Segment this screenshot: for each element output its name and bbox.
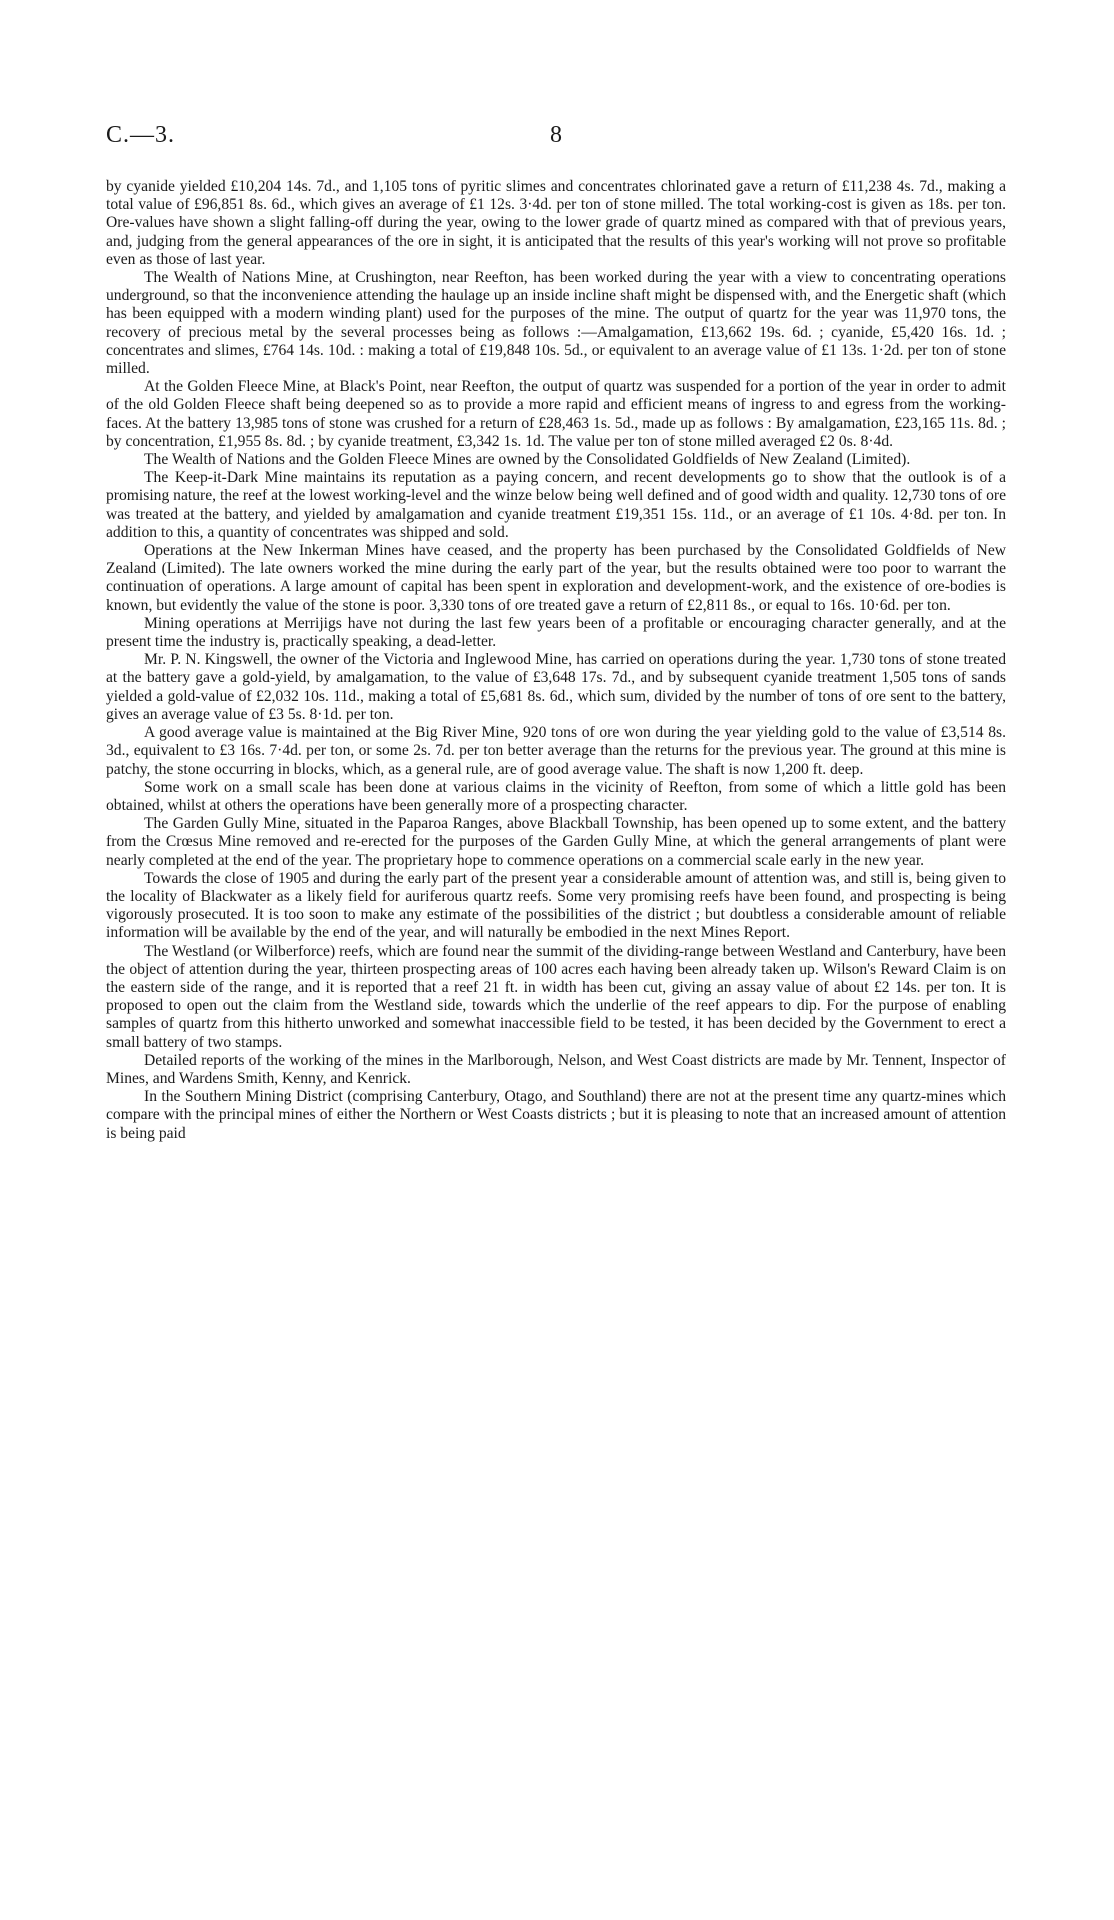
paragraph-ownership: The Wealth of Nations and the Golden Fleece Mines are owned by the Consolidated Goldfields of New Zealand (Limited). — [144, 451, 911, 469]
paragraph-golden-fleece: At the Golden Fleece Mine, at Black's Point, near Reefton, the output of quartz was suspended for a portion of the year in order to admit of the old Golden Fleece shaft being deepened so as to provide a more rapid and efficient means of ingress to and egress from the working-faces. At the battery 13,985 tons of stone was crushed for a return of £28,463 1s. 5d., made up as follows : By amalgamation, £23,165 11s. 8d. ; by concentration, £1,955 8s. 8d. ; by cyanide treatment, £3,342 1s. 1d. The value per ton of stone milled averaged £2 0s. 8·4d. — [106, 378, 1006, 450]
paragraph-new-inkerman: Operations at the New Inkerman Mines have ceased, and the property has been purchased by the Consolidated Goldfields of New Zealand (Limited). The late owners worked the mine during the early part of the year, but the results obtained were too poor to warrant the continuation of operations. A large amount of capital has been spent in exploration and development-work, and the existence of ore-bodies is known, but evidently the value of the stone is poor. 3,330 tons of ore treated gave a return of £2,811 8s., or equal to 16s. 10·6d. per ton. — [106, 542, 1006, 614]
paragraph-big-river: A good average value is maintained at the Big River Mine, 920 tons of ore won during the year yielding gold to the value of £3,514 8s. 3d., equivalent to £3 16s. 7·4d. per ton, or some 2s. 7d. per ton better average than the returns for the previous year. The ground at this mine is patchy, the stone occurring in blocks, which, as a general rule, are of good average value. The shaft is now 1,200 ft. deep. — [106, 724, 1006, 778]
body-text — [106, 178, 1006, 1143]
paragraph-merrijigs: Mining operations at Merrijigs have not during the last few years been of a profitable or encouraging character generally, and at the present time the industry is, practically speaking, a dead-letter. — [106, 614, 1006, 651]
paragraph-reefton-claims: Some work on a small scale has been done at various claims in the vicinity of Reefton, from some of which a little gold has been obtained, whilst at others the operations have been generally more of a prospecting character. — [106, 778, 1006, 814]
paragraph-detailed-reports: Detailed reports of the working of the mines in the Marlborough, Nelson, and West Coast districts are made by Mr. Tennent, Inspector of Mines, and Wardens Smith, Kenny, and Kenrick. — [106, 1051, 1006, 1087]
paragraph-southern-district: In the Southern Mining District (comprising Canterbury, Otago, and Southland) there are not at the present time any quartz-mines which compare with the principal mines of either the Northern or West Coasts districts ; but it is pleasing to note that an increased amount of attention is being paid — [106, 1088, 1006, 1142]
paragraph-wealth-of-nations: The Wealth of Nations Mine, at Crushington, near Reefton, has been worked during the year with a view to concentrating operations underground, so that the inconvenience attending the haulage up an inside incline shaft might be dispensed with, and the Energetic shaft (which has been equipped with a modern winding plant) used for the purposes of the mine. The output of quartz for the year was 11,970 tons, the recovery of precious metal by the several processes being as follows :—Amalgamation, £13,662 19s. 6d. ; cyanide, £5,420 16s. 1d. ; concentrates and slimes, £764 14s. 10d. : making a total of £19,848 10s. 5d., or equivalent to an average value of £1 13s. 1·2d. per ton of stone milled. — [106, 269, 1006, 378]
paragraph-cyanide-returns: by cyanide yielded £10,204 14s. 7d., and 1,105 tons of pyritic slimes and concentrates chlorinated gave a return of £11,238 4s. 7d., making a total value of £96,851 8s. 6d., which gives an average of £1 12s. 3·4d. per ton of stone milled. The total working-cost is given as 18s. per ton. Ore-values have shown a slight falling-off during the year, owing to the lower grade of quartz mined as compared with that of previous years, and, judging from the general appearances of the ore in sight, it is anticipated that the results of this year's working will not prove so profitable even as those of last year. — [106, 178, 1006, 268]
paragraph-blackwater: Towards the close of 1905 and during the early part of the present year a considerable amount of attention was, and still is, being given to the locality of Blackwater as a likely field for auriferous quartz reefs. Some very promising reefs have been found, and prospecting is being vigorously prosecuted. It is too soon to make any estimate of the possibilities of the district ; but doubtless a considerable amount of reliable information will be available by the end of the year, and will naturally be embodied in the next Mines Report. — [106, 869, 1006, 942]
paragraph-westland-reefs: The Westland (or Wilberforce) reefs, which are found near the summit of the dividing-range between Westland and Canterbury, have been the object of attention during the year, thirteen prospecting areas of 100 acres each having been already taken up. Wilson's Reward Claim is on the eastern side of the range, and it is reported that a reef 21 ft. in width has been cut, giving an assay value of about £2 14s. per ton. It is proposed to open out the claim from the Westland side, towards which the underlie of the reef appears to dip. For the purpose of enabling samples of quartz from this hitherto unworked and somewhat inaccessible field to be tested, it has been decided by the Government to erect a small battery of two stamps. — [106, 942, 1006, 1051]
page-number: 8 — [550, 122, 562, 148]
paragraph-garden-gully: The Garden Gully Mine, situated in the Paparoa Ranges, above Blackball Township, has been opened up to some extent, and the battery from the Crœsus Mine removed and re-erected for the purposes of the Garden Gully Mine, at which the general arrangements of plant were nearly completed at the end of the year. The proprietary hope to commence operations on a commercial scale early in the new year. — [106, 815, 1006, 869]
document-reference: C.—3. — [106, 122, 176, 148]
paragraph-victoria-inglewood: Mr. P. N. Kingswell, the owner of the Victoria and Inglewood Mine, has carried on operations during the year. 1,730 tons of stone treated at the battery gave a gold-yield, by amalgamation, to the value of £3,648 17s. 7d., and by subsequent cyanide treatment 1,505 tons of sands yielded a gold-value of £2,032 10s. 11d., making a total of £5,681 8s. 6d., which sum, divided by the number of tons of ore sent to the battery, gives an average value of £3 5s. 8·1d. per ton. — [106, 651, 1006, 723]
page-header — [106, 122, 1006, 158]
paragraph-keep-it-dark: The Keep-it-Dark Mine maintains its reputation as a paying concern, and recent developments go to show that the outlook is of a promising nature, the reef at the lowest working-level and the winze below being well defined and of good width and quality. 12,730 tons of ore was treated at the battery, and yielded by amalgamation and cyanide treatment £19,351 15s. 11d., or an average of £1 10s. 4·8d. per ton. In addition to this, a quantity of concentrates was shipped and sold. — [106, 469, 1006, 541]
